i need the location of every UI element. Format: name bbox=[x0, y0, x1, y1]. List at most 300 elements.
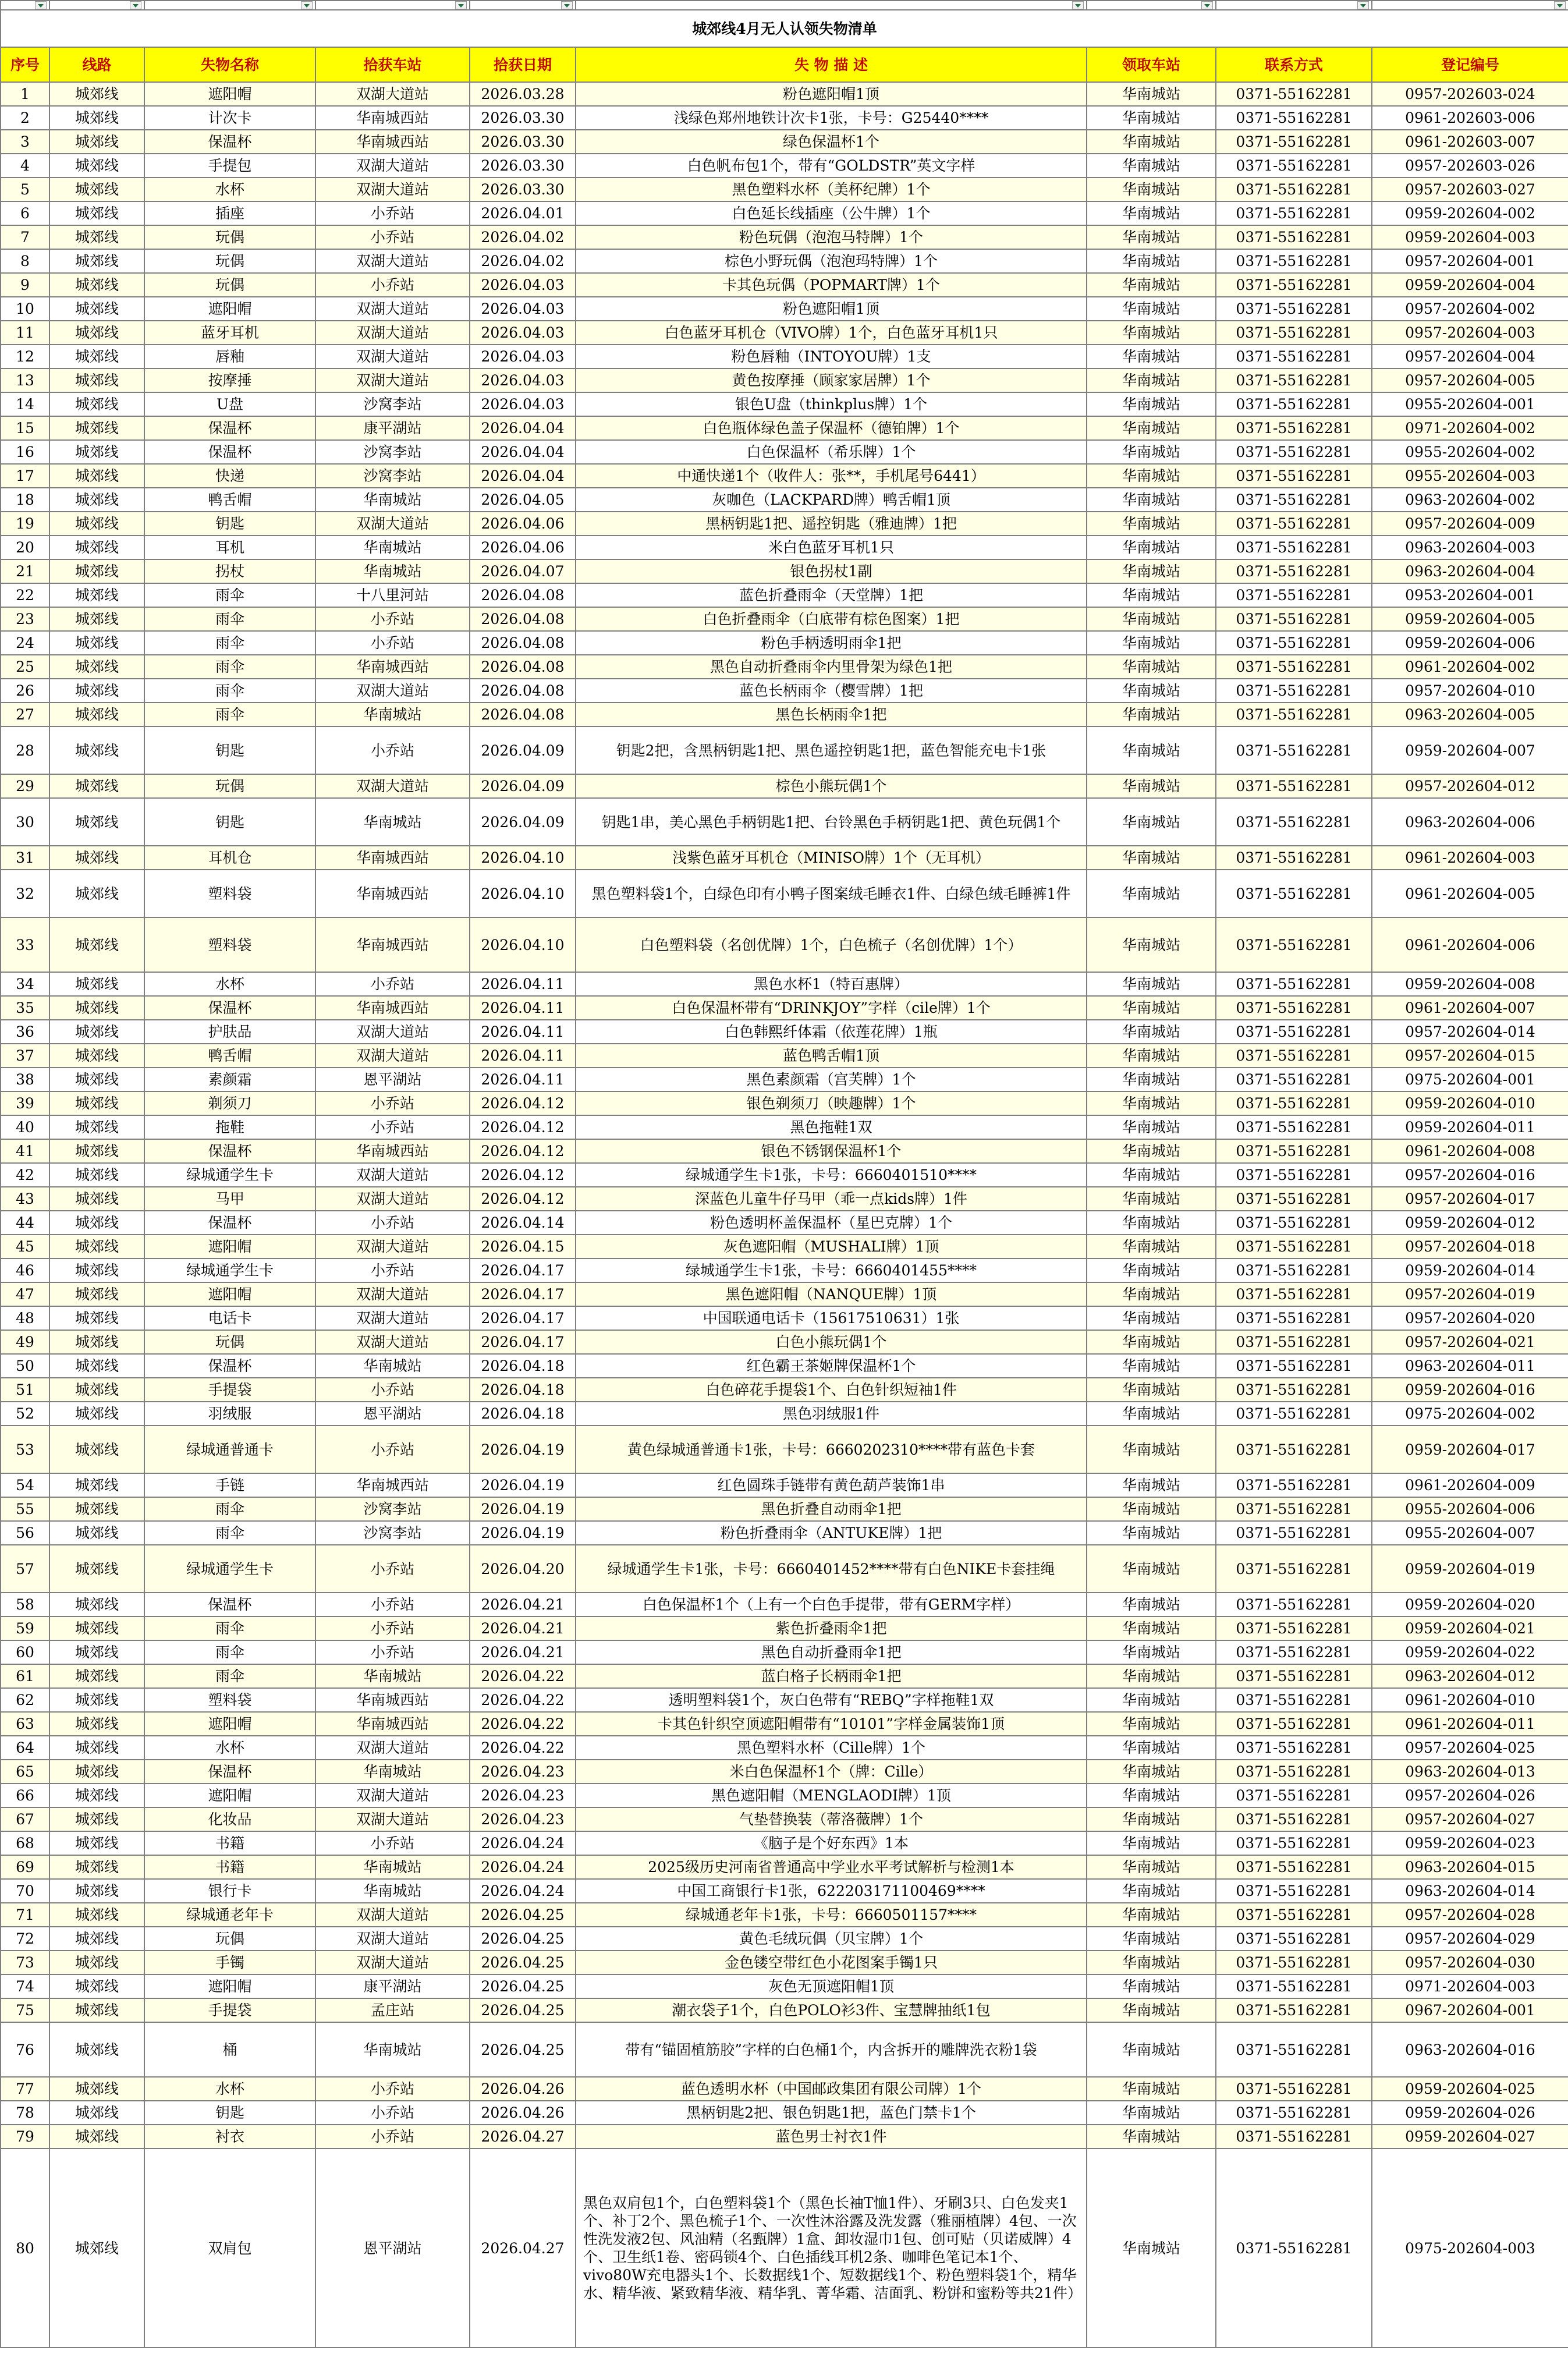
cell-description[interactable]: 黑色自动折叠雨伞1把 bbox=[576, 1640, 1087, 1664]
cell-description[interactable]: 中国工商银行卡1张，622203171100469**** bbox=[576, 1879, 1087, 1903]
cell-found-date[interactable]: 2026.04.20 bbox=[470, 1545, 576, 1593]
cell-index[interactable]: 54 bbox=[1, 1473, 49, 1497]
cell-index[interactable]: 34 bbox=[1, 972, 49, 996]
cell-line[interactable]: 城郊线 bbox=[49, 1640, 144, 1664]
cell-description[interactable]: 白色小熊玩偶1个 bbox=[576, 1330, 1087, 1354]
cell-found-station[interactable]: 沙窝李站 bbox=[315, 440, 470, 464]
cell-line[interactable]: 城郊线 bbox=[49, 106, 144, 130]
cell-found-station[interactable]: 双湖大道站 bbox=[315, 82, 470, 106]
cell-description[interactable]: 白色塑料袋（名创优牌）1个，白色梳子（名创优牌）1个） bbox=[576, 917, 1087, 972]
cell-found-date[interactable]: 2026.04.19 bbox=[470, 1473, 576, 1497]
cell-reg-number[interactable]: 0959-202604-006 bbox=[1372, 631, 1568, 655]
cell-found-station[interactable]: 双湖大道站 bbox=[315, 1951, 470, 1974]
cell-found-station[interactable]: 华南城站 bbox=[315, 703, 470, 726]
cell-description[interactable]: 绿色保温杯1个 bbox=[576, 130, 1087, 154]
cell-found-date[interactable]: 2026.04.10 bbox=[470, 917, 576, 972]
cell-line[interactable]: 城郊线 bbox=[49, 1187, 144, 1211]
cell-found-station[interactable]: 小乔站 bbox=[315, 631, 470, 655]
cell-found-station[interactable]: 沙窝李站 bbox=[315, 464, 470, 488]
cell-found-date[interactable]: 2026.04.18 bbox=[470, 1354, 576, 1378]
cell-found-date[interactable]: 2026.04.14 bbox=[470, 1211, 576, 1235]
cell-line[interactable]: 城郊线 bbox=[49, 1521, 144, 1545]
cell-item-name[interactable]: 剃须刀 bbox=[144, 1091, 315, 1115]
cell-contact[interactable]: 0371-55162281 bbox=[1216, 416, 1372, 440]
cell-item-name[interactable]: 雨伞 bbox=[144, 679, 315, 703]
cell-found-date[interactable]: 2026.04.25 bbox=[470, 1998, 576, 2022]
cell-line[interactable]: 城郊线 bbox=[49, 1545, 144, 1593]
cell-found-date[interactable]: 2026.03.30 bbox=[470, 154, 576, 178]
filter-dropdown-icon[interactable] bbox=[1357, 1, 1369, 9]
cell-reg-number[interactable]: 0955-202604-006 bbox=[1372, 1497, 1568, 1521]
cell-claim-station[interactable]: 华南城站 bbox=[1087, 1927, 1216, 1951]
header-cell[interactable]: 失 物 描 述 bbox=[576, 47, 1087, 82]
cell-reg-number[interactable]: 0957-202604-010 bbox=[1372, 679, 1568, 703]
cell-item-name[interactable]: 塑料袋 bbox=[144, 1688, 315, 1712]
cell-found-date[interactable]: 2026.04.11 bbox=[470, 996, 576, 1020]
cell-found-date[interactable]: 2026.04.04 bbox=[470, 440, 576, 464]
cell-claim-station[interactable]: 华南城站 bbox=[1087, 225, 1216, 249]
cell-line[interactable]: 城郊线 bbox=[49, 512, 144, 536]
cell-contact[interactable]: 0371-55162281 bbox=[1216, 392, 1372, 416]
cell-claim-station[interactable]: 华南城站 bbox=[1087, 1712, 1216, 1736]
cell-line[interactable]: 城郊线 bbox=[49, 1211, 144, 1235]
cell-claim-station[interactable]: 华南城站 bbox=[1087, 1855, 1216, 1879]
cell-description[interactable]: 蓝白格子长柄雨伞1把 bbox=[576, 1664, 1087, 1688]
cell-description[interactable]: 黑色自动折叠雨伞内里骨架为绿色1把 bbox=[576, 655, 1087, 679]
cell-contact[interactable]: 0371-55162281 bbox=[1216, 726, 1372, 774]
cell-contact[interactable]: 0371-55162281 bbox=[1216, 996, 1372, 1020]
cell-contact[interactable]: 0371-55162281 bbox=[1216, 1497, 1372, 1521]
cell-contact[interactable]: 0371-55162281 bbox=[1216, 1235, 1372, 1258]
cell-reg-number[interactable]: 0963-202604-005 bbox=[1372, 703, 1568, 726]
cell-item-name[interactable]: 拖鞋 bbox=[144, 1115, 315, 1139]
cell-description[interactable]: 黑柄钥匙2把、银色钥匙1把，蓝色门禁卡1个 bbox=[576, 2101, 1087, 2125]
cell-claim-station[interactable]: 华南城站 bbox=[1087, 1998, 1216, 2022]
cell-index[interactable]: 70 bbox=[1, 1879, 49, 1903]
cell-found-date[interactable]: 2026.04.08 bbox=[470, 655, 576, 679]
cell-line[interactable]: 城郊线 bbox=[49, 178, 144, 201]
cell-found-date[interactable]: 2026.04.21 bbox=[470, 1616, 576, 1640]
cell-found-date[interactable]: 2026.04.19 bbox=[470, 1521, 576, 1545]
cell-contact[interactable]: 0371-55162281 bbox=[1216, 82, 1372, 106]
cell-item-name[interactable]: 保温杯 bbox=[144, 1139, 315, 1163]
cell-claim-station[interactable]: 华南城站 bbox=[1087, 1473, 1216, 1497]
cell-reg-number[interactable]: 0959-202604-003 bbox=[1372, 225, 1568, 249]
cell-reg-number[interactable]: 0955-202604-007 bbox=[1372, 1521, 1568, 1545]
cell-found-station[interactable]: 华南城西站 bbox=[315, 655, 470, 679]
cell-line[interactable]: 城郊线 bbox=[49, 559, 144, 583]
cell-reg-number[interactable]: 0957-202604-020 bbox=[1372, 1306, 1568, 1330]
cell-reg-number[interactable]: 0959-202604-005 bbox=[1372, 607, 1568, 631]
cell-index[interactable]: 27 bbox=[1, 703, 49, 726]
cell-line[interactable]: 城郊线 bbox=[49, 297, 144, 321]
cell-found-date[interactable]: 2026.04.12 bbox=[470, 1163, 576, 1187]
cell-description[interactable]: 白色保温杯带有“DRINKJOY”字样（cile牌）1个 bbox=[576, 996, 1087, 1020]
cell-description[interactable]: 粉色遮阳帽1顶 bbox=[576, 297, 1087, 321]
cell-description[interactable]: 黑色塑料袋1个，白绿色印有小鸭子图案绒毛睡衣1件、白绿色绒毛睡裤1件 bbox=[576, 870, 1087, 917]
cell-line[interactable]: 城郊线 bbox=[49, 1258, 144, 1282]
cell-index[interactable]: 80 bbox=[1, 2149, 49, 2348]
cell-reg-number[interactable]: 0959-202604-019 bbox=[1372, 1545, 1568, 1593]
cell-item-name[interactable]: 插座 bbox=[144, 201, 315, 225]
cell-found-date[interactable]: 2026.04.25 bbox=[470, 2022, 576, 2077]
cell-found-date[interactable]: 2026.04.23 bbox=[470, 1784, 576, 1807]
cell-found-station[interactable]: 小乔站 bbox=[315, 1091, 470, 1115]
cell-line[interactable]: 城郊线 bbox=[49, 1736, 144, 1760]
cell-reg-number[interactable]: 0957-202604-028 bbox=[1372, 1903, 1568, 1927]
cell-item-name[interactable]: 遮阳帽 bbox=[144, 297, 315, 321]
cell-found-date[interactable]: 2026.04.03 bbox=[470, 297, 576, 321]
cell-index[interactable]: 14 bbox=[1, 392, 49, 416]
cell-reg-number[interactable]: 0963-202604-004 bbox=[1372, 559, 1568, 583]
cell-found-station[interactable]: 华南城西站 bbox=[315, 130, 470, 154]
cell-description[interactable]: 黑色羽绒服1件 bbox=[576, 1402, 1087, 1426]
cell-item-name[interactable]: 桶 bbox=[144, 2022, 315, 2077]
cell-item-name[interactable]: 书籍 bbox=[144, 1831, 315, 1855]
cell-found-date[interactable]: 2026.04.06 bbox=[470, 512, 576, 536]
cell-found-station[interactable]: 小乔站 bbox=[315, 201, 470, 225]
cell-claim-station[interactable]: 华南城站 bbox=[1087, 130, 1216, 154]
cell-claim-station[interactable]: 华南城站 bbox=[1087, 106, 1216, 130]
cell-found-date[interactable]: 2026.04.15 bbox=[470, 1235, 576, 1258]
cell-found-station[interactable]: 小乔站 bbox=[315, 1593, 470, 1616]
cell-found-station[interactable]: 小乔站 bbox=[315, 726, 470, 774]
cell-reg-number[interactable]: 0957-202603-027 bbox=[1372, 178, 1568, 201]
cell-index[interactable]: 18 bbox=[1, 488, 49, 512]
cell-index[interactable]: 2 bbox=[1, 106, 49, 130]
cell-line[interactable]: 城郊线 bbox=[49, 583, 144, 607]
cell-claim-station[interactable]: 华南城站 bbox=[1087, 368, 1216, 392]
cell-found-date[interactable]: 2026.04.25 bbox=[470, 1927, 576, 1951]
cell-item-name[interactable]: 水杯 bbox=[144, 2077, 315, 2101]
cell-index[interactable]: 8 bbox=[1, 249, 49, 273]
cell-found-date[interactable]: 2026.04.08 bbox=[470, 703, 576, 726]
cell-index[interactable]: 35 bbox=[1, 996, 49, 1020]
cell-contact[interactable]: 0371-55162281 bbox=[1216, 1855, 1372, 1879]
cell-description[interactable]: 银色拐杖1副 bbox=[576, 559, 1087, 583]
cell-item-name[interactable]: 绿城通老年卡 bbox=[144, 1903, 315, 1927]
cell-item-name[interactable]: 雨伞 bbox=[144, 1616, 315, 1640]
cell-item-name[interactable]: 保温杯 bbox=[144, 130, 315, 154]
cell-line[interactable]: 城郊线 bbox=[49, 846, 144, 870]
cell-contact[interactable]: 0371-55162281 bbox=[1216, 368, 1372, 392]
cell-claim-station[interactable]: 华南城站 bbox=[1087, 1784, 1216, 1807]
cell-found-station[interactable]: 双湖大道站 bbox=[315, 1020, 470, 1044]
cell-reg-number[interactable]: 0963-202604-011 bbox=[1372, 1354, 1568, 1378]
cell-description[interactable]: 白色保温杯（希乐牌）1个 bbox=[576, 440, 1087, 464]
cell-line[interactable]: 城郊线 bbox=[49, 1760, 144, 1784]
cell-line[interactable]: 城郊线 bbox=[49, 249, 144, 273]
cell-reg-number[interactable]: 0963-202604-013 bbox=[1372, 1760, 1568, 1784]
cell-contact[interactable]: 0371-55162281 bbox=[1216, 1330, 1372, 1354]
cell-found-station[interactable]: 小乔站 bbox=[315, 1378, 470, 1402]
cell-claim-station[interactable]: 华南城站 bbox=[1087, 1020, 1216, 1044]
cell-claim-station[interactable]: 华南城站 bbox=[1087, 464, 1216, 488]
cell-line[interactable]: 城郊线 bbox=[49, 536, 144, 559]
cell-index[interactable]: 51 bbox=[1, 1378, 49, 1402]
cell-claim-station[interactable]: 华南城站 bbox=[1087, 1616, 1216, 1640]
cell-found-date[interactable]: 2026.04.12 bbox=[470, 1115, 576, 1139]
cell-item-name[interactable]: 耳机 bbox=[144, 536, 315, 559]
cell-description[interactable]: 绿城通学生卡1张，卡号：6660401455**** bbox=[576, 1258, 1087, 1282]
header-cell[interactable]: 拾获日期 bbox=[470, 47, 576, 82]
cell-index[interactable]: 11 bbox=[1, 321, 49, 345]
cell-contact[interactable]: 0371-55162281 bbox=[1216, 440, 1372, 464]
cell-description[interactable]: 蓝色折叠雨伞（天堂牌）1把 bbox=[576, 583, 1087, 607]
header-cell[interactable]: 序号 bbox=[1, 47, 49, 82]
cell-item-name[interactable]: 绿城通学生卡 bbox=[144, 1163, 315, 1187]
cell-index[interactable]: 65 bbox=[1, 1760, 49, 1784]
cell-line[interactable]: 城郊线 bbox=[49, 2101, 144, 2125]
cell-found-station[interactable]: 华南城站 bbox=[315, 1760, 470, 1784]
cell-line[interactable]: 城郊线 bbox=[49, 655, 144, 679]
cell-line[interactable]: 城郊线 bbox=[49, 1951, 144, 1974]
cell-claim-station[interactable]: 华南城站 bbox=[1087, 1593, 1216, 1616]
cell-item-name[interactable]: 快递 bbox=[144, 464, 315, 488]
cell-item-name[interactable]: 耳机仓 bbox=[144, 846, 315, 870]
cell-index[interactable]: 13 bbox=[1, 368, 49, 392]
cell-found-date[interactable]: 2026.04.04 bbox=[470, 416, 576, 440]
cell-contact[interactable]: 0371-55162281 bbox=[1216, 774, 1372, 798]
cell-claim-station[interactable]: 华南城站 bbox=[1087, 1044, 1216, 1068]
cell-found-station[interactable]: 恩平湖站 bbox=[315, 2149, 470, 2348]
cell-index[interactable]: 3 bbox=[1, 130, 49, 154]
cell-claim-station[interactable]: 华南城站 bbox=[1087, 703, 1216, 726]
cell-line[interactable]: 城郊线 bbox=[49, 1784, 144, 1807]
cell-index[interactable]: 67 bbox=[1, 1807, 49, 1831]
cell-found-station[interactable]: 华南城站 bbox=[315, 1664, 470, 1688]
cell-contact[interactable]: 0371-55162281 bbox=[1216, 1115, 1372, 1139]
cell-item-name[interactable]: 银行卡 bbox=[144, 1879, 315, 1903]
cell-reg-number[interactable]: 0957-202604-027 bbox=[1372, 1807, 1568, 1831]
cell-found-station[interactable]: 华南城站 bbox=[315, 798, 470, 846]
cell-item-name[interactable]: 雨伞 bbox=[144, 607, 315, 631]
cell-contact[interactable]: 0371-55162281 bbox=[1216, 106, 1372, 130]
cell-item-name[interactable]: 绿城通学生卡 bbox=[144, 1545, 315, 1593]
cell-line[interactable]: 城郊线 bbox=[49, 345, 144, 368]
cell-reg-number[interactable]: 0975-202604-001 bbox=[1372, 1068, 1568, 1091]
cell-reg-number[interactable]: 0959-202604-017 bbox=[1372, 1426, 1568, 1473]
cell-item-name[interactable]: 素颜霜 bbox=[144, 1068, 315, 1091]
cell-index[interactable]: 9 bbox=[1, 273, 49, 297]
cell-item-name[interactable]: 钥匙 bbox=[144, 726, 315, 774]
cell-description[interactable]: 红色霸王茶姬牌保温杯1个 bbox=[576, 1354, 1087, 1378]
cell-description[interactable]: 《脑子是个好东西》1本 bbox=[576, 1831, 1087, 1855]
cell-claim-station[interactable]: 华南城站 bbox=[1087, 392, 1216, 416]
cell-found-date[interactable]: 2026.04.18 bbox=[470, 1378, 576, 1402]
cell-description[interactable]: 带有“锚固植筋胶”字样的白色桶1个，内含拆开的雕牌洗衣粉1袋 bbox=[576, 2022, 1087, 2077]
cell-line[interactable]: 城郊线 bbox=[49, 726, 144, 774]
cell-line[interactable]: 城郊线 bbox=[49, 798, 144, 846]
cell-found-station[interactable]: 华南城西站 bbox=[315, 1712, 470, 1736]
cell-reg-number[interactable]: 0963-202604-015 bbox=[1372, 1855, 1568, 1879]
cell-contact[interactable]: 0371-55162281 bbox=[1216, 2149, 1372, 2348]
cell-index[interactable]: 52 bbox=[1, 1402, 49, 1426]
cell-found-station[interactable]: 双湖大道站 bbox=[315, 297, 470, 321]
cell-line[interactable]: 城郊线 bbox=[49, 1306, 144, 1330]
cell-line[interactable]: 城郊线 bbox=[49, 703, 144, 726]
cell-found-date[interactable]: 2026.04.08 bbox=[470, 607, 576, 631]
cell-description[interactable]: 金色镂空带红色小花图案手镯1只 bbox=[576, 1951, 1087, 1974]
cell-line[interactable]: 城郊线 bbox=[49, 273, 144, 297]
cell-found-date[interactable]: 2026.04.01 bbox=[470, 201, 576, 225]
cell-contact[interactable]: 0371-55162281 bbox=[1216, 249, 1372, 273]
cell-item-name[interactable]: 水杯 bbox=[144, 972, 315, 996]
cell-index[interactable]: 30 bbox=[1, 798, 49, 846]
cell-claim-station[interactable]: 华南城站 bbox=[1087, 273, 1216, 297]
cell-found-station[interactable]: 双湖大道站 bbox=[315, 178, 470, 201]
cell-reg-number[interactable]: 0975-202604-003 bbox=[1372, 2149, 1568, 2348]
cell-found-date[interactable]: 2026.04.08 bbox=[470, 631, 576, 655]
cell-contact[interactable]: 0371-55162281 bbox=[1216, 1712, 1372, 1736]
cell-description[interactable]: 粉色玩偶（泡泡马特牌）1个 bbox=[576, 225, 1087, 249]
cell-reg-number[interactable]: 0963-202604-014 bbox=[1372, 1879, 1568, 1903]
cell-claim-station[interactable]: 华南城站 bbox=[1087, 1640, 1216, 1664]
cell-index[interactable]: 60 bbox=[1, 1640, 49, 1664]
cell-contact[interactable]: 0371-55162281 bbox=[1216, 655, 1372, 679]
cell-line[interactable]: 城郊线 bbox=[49, 1354, 144, 1378]
cell-index[interactable]: 38 bbox=[1, 1068, 49, 1091]
cell-reg-number[interactable]: 0961-202604-010 bbox=[1372, 1688, 1568, 1712]
cell-item-name[interactable]: 双肩包 bbox=[144, 2149, 315, 2348]
cell-found-station[interactable]: 华南城站 bbox=[315, 1855, 470, 1879]
header-cell[interactable]: 拾获车站 bbox=[315, 47, 470, 82]
cell-item-name[interactable]: 遮阳帽 bbox=[144, 1235, 315, 1258]
cell-index[interactable]: 24 bbox=[1, 631, 49, 655]
cell-contact[interactable]: 0371-55162281 bbox=[1216, 846, 1372, 870]
cell-index[interactable]: 16 bbox=[1, 440, 49, 464]
cell-claim-station[interactable]: 华南城站 bbox=[1087, 297, 1216, 321]
cell-item-name[interactable]: 护肤品 bbox=[144, 1020, 315, 1044]
cell-index[interactable]: 42 bbox=[1, 1163, 49, 1187]
cell-found-station[interactable]: 华南城站 bbox=[315, 559, 470, 583]
cell-contact[interactable]: 0371-55162281 bbox=[1216, 1831, 1372, 1855]
cell-found-date[interactable]: 2026.04.03 bbox=[470, 392, 576, 416]
cell-description[interactable]: 白色保温杯1个（上有一个白色手提带，带有GERM字样） bbox=[576, 1593, 1087, 1616]
cell-reg-number[interactable]: 0961-202604-008 bbox=[1372, 1139, 1568, 1163]
cell-found-station[interactable]: 华南城站 bbox=[315, 536, 470, 559]
cell-line[interactable]: 城郊线 bbox=[49, 1855, 144, 1879]
cell-line[interactable]: 城郊线 bbox=[49, 1139, 144, 1163]
cell-reg-number[interactable]: 0959-202604-027 bbox=[1372, 2125, 1568, 2149]
cell-reg-number[interactable]: 0959-202604-008 bbox=[1372, 972, 1568, 996]
cell-found-date[interactable]: 2026.04.22 bbox=[470, 1712, 576, 1736]
cell-line[interactable]: 城郊线 bbox=[49, 416, 144, 440]
cell-reg-number[interactable]: 0971-202604-002 bbox=[1372, 416, 1568, 440]
cell-line[interactable]: 城郊线 bbox=[49, 368, 144, 392]
cell-description[interactable]: 卡其色针织空顶遮阳帽带有“10101”字样金属装饰1顶 bbox=[576, 1712, 1087, 1736]
cell-claim-station[interactable]: 华南城站 bbox=[1087, 1807, 1216, 1831]
cell-reg-number[interactable]: 0961-202603-007 bbox=[1372, 130, 1568, 154]
cell-found-date[interactable]: 2026.04.02 bbox=[470, 249, 576, 273]
cell-claim-station[interactable]: 华南城站 bbox=[1087, 321, 1216, 345]
cell-claim-station[interactable]: 华南城站 bbox=[1087, 1235, 1216, 1258]
cell-description[interactable]: 粉色遮阳帽1顶 bbox=[576, 82, 1087, 106]
cell-claim-station[interactable]: 华南城站 bbox=[1087, 154, 1216, 178]
cell-reg-number[interactable]: 0959-202604-007 bbox=[1372, 726, 1568, 774]
cell-line[interactable]: 城郊线 bbox=[49, 679, 144, 703]
cell-line[interactable]: 城郊线 bbox=[49, 440, 144, 464]
cell-claim-station[interactable]: 华南城站 bbox=[1087, 1760, 1216, 1784]
filter-dropdown-icon[interactable] bbox=[301, 1, 313, 9]
cell-found-station[interactable]: 双湖大道站 bbox=[315, 1282, 470, 1306]
cell-index[interactable]: 41 bbox=[1, 1139, 49, 1163]
cell-reg-number[interactable]: 0959-202604-022 bbox=[1372, 1640, 1568, 1664]
cell-description[interactable]: 白色碎花手提袋1个、白色针织短袖1件 bbox=[576, 1378, 1087, 1402]
cell-claim-station[interactable]: 华南城站 bbox=[1087, 82, 1216, 106]
cell-found-date[interactable]: 2026.04.11 bbox=[470, 1044, 576, 1068]
cell-claim-station[interactable]: 华南城站 bbox=[1087, 1545, 1216, 1593]
cell-description[interactable]: 中通快递1个（收件人：张**，手机尾号6441） bbox=[576, 464, 1087, 488]
cell-contact[interactable]: 0371-55162281 bbox=[1216, 631, 1372, 655]
cell-index[interactable]: 46 bbox=[1, 1258, 49, 1282]
cell-index[interactable]: 39 bbox=[1, 1091, 49, 1115]
cell-index[interactable]: 74 bbox=[1, 1974, 49, 1998]
cell-contact[interactable]: 0371-55162281 bbox=[1216, 178, 1372, 201]
cell-reg-number[interactable]: 0971-202604-003 bbox=[1372, 1974, 1568, 1998]
cell-index[interactable]: 78 bbox=[1, 2101, 49, 2125]
cell-reg-number[interactable]: 0963-202604-016 bbox=[1372, 2022, 1568, 2077]
cell-description[interactable]: 黄色绿城通普通卡1张，卡号：6660202310****带有蓝色卡套 bbox=[576, 1426, 1087, 1473]
cell-item-name[interactable]: 遮阳帽 bbox=[144, 1282, 315, 1306]
cell-item-name[interactable]: 化妆品 bbox=[144, 1807, 315, 1831]
cell-reg-number[interactable]: 0959-202604-025 bbox=[1372, 2077, 1568, 2101]
cell-found-station[interactable]: 华南城站 bbox=[315, 1354, 470, 1378]
cell-found-date[interactable]: 2026.04.04 bbox=[470, 464, 576, 488]
cell-index[interactable]: 29 bbox=[1, 774, 49, 798]
cell-found-date[interactable]: 2026.04.12 bbox=[470, 1187, 576, 1211]
cell-line[interactable]: 城郊线 bbox=[49, 1616, 144, 1640]
cell-claim-station[interactable]: 华南城站 bbox=[1087, 996, 1216, 1020]
cell-line[interactable]: 城郊线 bbox=[49, 1330, 144, 1354]
cell-contact[interactable]: 0371-55162281 bbox=[1216, 1354, 1372, 1378]
cell-item-name[interactable]: 保温杯 bbox=[144, 416, 315, 440]
cell-found-station[interactable]: 小乔站 bbox=[315, 273, 470, 297]
cell-item-name[interactable]: 手提袋 bbox=[144, 1998, 315, 2022]
cell-contact[interactable]: 0371-55162281 bbox=[1216, 1211, 1372, 1235]
cell-description[interactable]: 蓝色透明水杯（中国邮政集团有限公司牌）1个 bbox=[576, 2077, 1087, 2101]
cell-found-station[interactable]: 双湖大道站 bbox=[315, 512, 470, 536]
cell-found-date[interactable]: 2026.04.08 bbox=[470, 679, 576, 703]
cell-found-date[interactable]: 2026.04.24 bbox=[470, 1831, 576, 1855]
cell-index[interactable]: 40 bbox=[1, 1115, 49, 1139]
cell-found-station[interactable]: 十八里河站 bbox=[315, 583, 470, 607]
cell-description[interactable]: 粉色折叠雨伞（ANTUKE牌）1把 bbox=[576, 1521, 1087, 1545]
cell-item-name[interactable]: U盘 bbox=[144, 392, 315, 416]
cell-contact[interactable]: 0371-55162281 bbox=[1216, 1951, 1372, 1974]
cell-found-date[interactable]: 2026.04.09 bbox=[470, 774, 576, 798]
cell-index[interactable]: 59 bbox=[1, 1616, 49, 1640]
cell-description[interactable]: 黑柄钥匙1把、遥控钥匙（雅迪牌）1把 bbox=[576, 512, 1087, 536]
cell-index[interactable]: 28 bbox=[1, 726, 49, 774]
cell-index[interactable]: 20 bbox=[1, 536, 49, 559]
cell-reg-number[interactable]: 0961-202604-011 bbox=[1372, 1712, 1568, 1736]
cell-description[interactable]: 灰咖色（LACKPARD牌）鸭舌帽1顶 bbox=[576, 488, 1087, 512]
cell-index[interactable]: 66 bbox=[1, 1784, 49, 1807]
cell-found-date[interactable]: 2026.04.17 bbox=[470, 1306, 576, 1330]
cell-reg-number[interactable]: 0963-202604-002 bbox=[1372, 488, 1568, 512]
cell-found-date[interactable]: 2026.04.25 bbox=[470, 1974, 576, 1998]
cell-reg-number[interactable]: 0967-202604-001 bbox=[1372, 1998, 1568, 2022]
cell-contact[interactable]: 0371-55162281 bbox=[1216, 1426, 1372, 1473]
cell-reg-number[interactable]: 0959-202604-010 bbox=[1372, 1091, 1568, 1115]
cell-description[interactable]: 银色剃须刀（映趣牌）1个 bbox=[576, 1091, 1087, 1115]
cell-claim-station[interactable]: 华南城站 bbox=[1087, 917, 1216, 972]
cell-claim-station[interactable]: 华南城站 bbox=[1087, 1974, 1216, 1998]
cell-description[interactable]: 深蓝色儿童牛仔马甲（乖一点kids牌）1件 bbox=[576, 1187, 1087, 1211]
cell-contact[interactable]: 0371-55162281 bbox=[1216, 1402, 1372, 1426]
cell-found-date[interactable]: 2026.04.22 bbox=[470, 1688, 576, 1712]
